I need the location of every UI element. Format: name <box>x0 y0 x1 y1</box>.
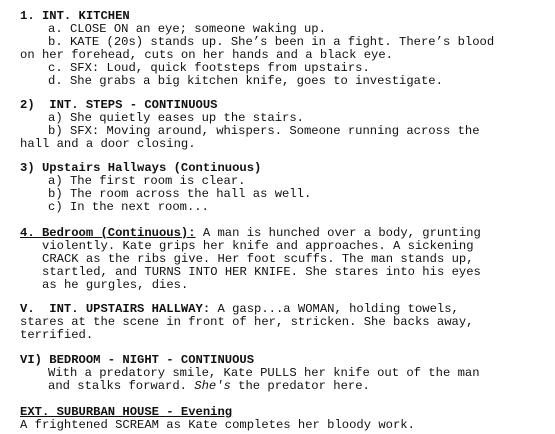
scene-5-line-1-text: A gasp...a WOMAN, holding towels, <box>210 302 459 316</box>
scene-5-line-2: stares at the scene in front of her, stricken. She backs away, <box>20 315 474 329</box>
scene-2-heading: 2) INT. STEPS - CONTINUOUS <box>20 98 218 112</box>
scene-3-line-c: c) In the next room... <box>48 200 209 214</box>
scene-1-heading: 1. INT. KITCHEN <box>20 9 130 23</box>
scene-1-line-a: a. CLOSE ON an eye; someone waking up. <box>48 22 326 36</box>
scene-4-heading: 4. Bedroom (Continuous): <box>20 226 196 240</box>
scene-5-heading: V. INT. UPSTAIRS HALLWAY: <box>20 302 211 316</box>
scene-4-line-4: startled, and TURNS INTO HER KNIFE. She stares into his eyes <box>42 265 481 279</box>
scene-2-line-a: a) She quietly eases up the stairs. <box>48 111 304 125</box>
scene-7-line-1: A frightened SCREAM as Kate completes her bloody work. <box>20 418 415 432</box>
scene-6-line-2 <box>48 380 370 393</box>
scene-5-line-3: terrified. <box>20 328 94 342</box>
scene-3-line-a: a) The first room is clear. <box>48 174 246 188</box>
scene-1-line-b: b. KATE (20s) stands up. She’s been in a fight. There’s blood <box>48 35 495 49</box>
scene-7-heading: EXT. SUBURBAN HOUSE - Evening <box>20 405 233 419</box>
scene-6-line-2-pre: and stalks forward. <box>48 379 195 393</box>
scene-1-line-d: d. She grabs a big kitchen knife, goes to investigate. <box>48 74 443 88</box>
scene-4-line-5: as he gurgles, dies. <box>42 278 189 292</box>
scene-6-line-2-italic: She's <box>194 379 231 393</box>
scene-4-line-2: violently. Kate grips her knife and approaches. A sickening <box>42 239 474 253</box>
scene-6-line-2-post: the predator here. <box>230 379 370 393</box>
scene-1-line-c: c. SFX: Loud, quick footsteps from upstairs. <box>48 61 370 75</box>
scene-4-line-1-text: A man is hunched over a body, grunting <box>195 226 481 240</box>
scene-1-line-b-cont: on her forehead, cuts on her hands and a black eye. <box>20 48 393 62</box>
scene-6-heading: VI) BEDROOM - NIGHT - CONTINUOUS <box>20 353 255 367</box>
scene-2-line-b-cont: hall and a door closing. <box>20 137 196 151</box>
scene-2-line-b: b) SFX: Moving around, whispers. Someone running across the <box>48 124 480 138</box>
scene-3-heading: 3) Upstairs Hallways (Continuous) <box>20 161 262 175</box>
scene-6-line-1: With a predatory smile, Kate PULLS her knife out of the man <box>48 366 480 380</box>
scene-4-line-3: CRACK as the ribs give. Her foot scuffs. The man stands up, <box>42 252 474 266</box>
scene-3-line-b: b) The room across the hall as well. <box>48 187 312 201</box>
